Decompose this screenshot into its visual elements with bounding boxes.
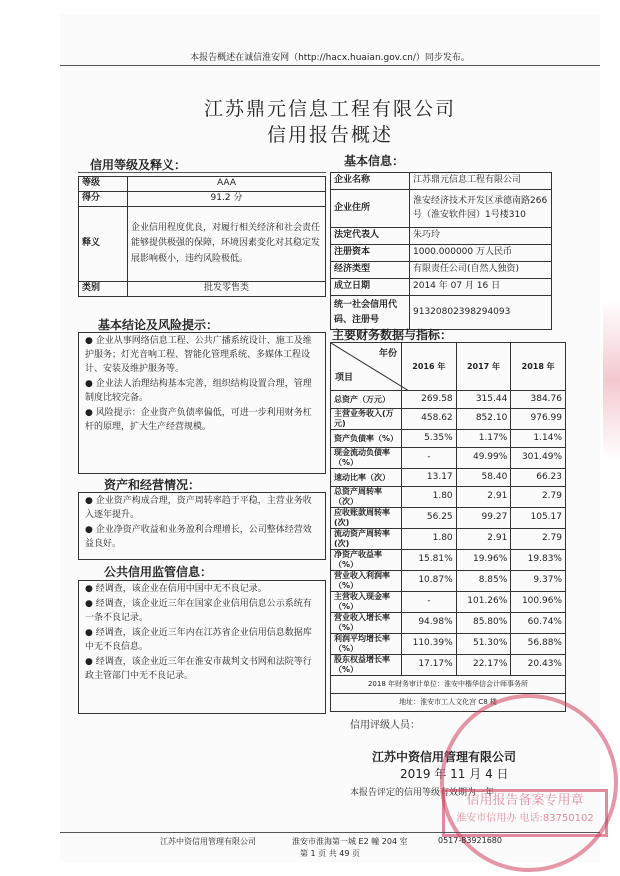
list-item: ● 风险提示：企业资产负债率偏低，可进一步利用财务杠杆的原理，扩大生产经营规模。 <box>85 407 312 432</box>
list-item: ● 经调查，该企业近三年内在江苏省企业信用信息数据库中无不良信息。 <box>85 627 312 652</box>
basic-value: 朱巧玲 <box>410 228 552 245</box>
footer-company: 江苏中资信用管理有限公司 <box>160 837 256 846</box>
list-item: ● 企业净资产收益和业务盈利合理增长，公司整体经营效益良好。 <box>85 524 312 549</box>
basic-label: 企业名称 <box>331 173 410 190</box>
header-rule <box>60 65 600 66</box>
report-page <box>60 14 600 862</box>
basic-label: 统一社会信用代码、注册号 <box>331 296 410 330</box>
list-item-text: 企业净资产收益和业务盈利合理增长，公司整体经营效益良好。 <box>85 524 312 549</box>
fin-value: 56.25 <box>402 508 457 529</box>
fin-value: 110.39% <box>402 634 457 655</box>
supervision-box <box>78 580 326 714</box>
list-item-text: 经调查，该企业在信用中国中无不良记录。 <box>95 584 267 594</box>
corner-item: 项目 <box>335 372 354 383</box>
basic-value: 江苏鼎元信息工程有限公司 <box>410 173 552 190</box>
fin-label: 总资产周转率（次） <box>331 487 402 508</box>
fin-value: 51.30% <box>456 634 511 655</box>
basic-label: 经济类型 <box>331 262 410 279</box>
assets-box <box>78 492 326 560</box>
rating-rule <box>78 172 326 173</box>
seal-circle <box>440 694 618 872</box>
company-title: 江苏鼎元信息工程有限公司 <box>203 98 456 120</box>
conclusion-box <box>78 332 326 474</box>
list-item: ● 企业从事网络信息工程、公共广播系统设计、施工及维护服务；灯光音响工程、智能化管理系统、多媒体工程设计、安装及维护服务等。 <box>85 336 312 374</box>
fin-value: 17.17% <box>402 655 457 676</box>
list-item-text: 经调查，该企业近三年在淮安市裁判文书网和法院等行政主管部门中无不良记录。 <box>85 656 312 681</box>
rating-label: 等级 <box>79 177 128 192</box>
fin-label: 营业收入利润率（%） <box>331 571 402 592</box>
fin-value: 384.76 <box>511 391 566 409</box>
fin-value: 49.99% <box>456 448 511 469</box>
fin-value: 458.62 <box>402 409 457 430</box>
fin-value: 58.40 <box>456 469 511 487</box>
fin-value: 2.79 <box>511 487 566 508</box>
year-header: 2016 年 <box>402 343 457 391</box>
fin-value: 1.80 <box>402 529 457 550</box>
list-item-text: 风险提示：企业资产负债率偏低，可进一步利用财务杠杆的原理，扩大生产经营规模。 <box>85 407 312 432</box>
finance-corner <box>331 343 402 391</box>
fin-value: 99.27 <box>456 508 511 529</box>
seal-record <box>442 789 608 837</box>
list-item: ● 企业资产构成合理，资产周转率趋于平稳，主营业务收入逐年提升。 <box>85 496 312 520</box>
list-item-text: 企业资产构成合理，资产周转率趋于平稳，主营业务收入逐年提升。 <box>85 496 312 520</box>
fin-value: 56.88% <box>511 634 566 655</box>
supervision-heading: 公共信用监管信息： <box>104 565 213 579</box>
fin-value: 2.79 <box>511 529 566 550</box>
year-header: 2017 年 <box>456 343 511 391</box>
basic-label: 企业住所 <box>331 190 410 228</box>
definition-label: 释义 <box>79 207 128 282</box>
definition-value: 企业信用程度优良，对履行相关经济和社会责任能够提供极强的保障，环境因素变化对其稳定发展影响极小，违约风险极低。 <box>128 207 326 282</box>
assets-heading: 资产和经营情况： <box>104 478 201 492</box>
address-note: 地址：淮安市工人文化宫 C8 楼 <box>331 694 566 712</box>
score-value: 91.2 分 <box>128 192 326 207</box>
fin-value: 19.96% <box>456 550 511 571</box>
fin-value: 60.74% <box>511 613 566 634</box>
fin-value: 976.99 <box>511 409 566 430</box>
fin-value: 85.80% <box>456 613 511 634</box>
basic-value: 2014 年 07 月 16 日 <box>410 279 552 296</box>
basic-value: 1000.000000 万人民币 <box>410 245 552 262</box>
fin-value: - <box>402 448 457 469</box>
report-title: 信用报告概述 <box>266 124 393 146</box>
fin-value: 9.37% <box>511 571 566 592</box>
fin-value: 301.49% <box>511 448 566 469</box>
edge-seal-fragment <box>603 300 620 460</box>
fin-value: 19.83% <box>511 550 566 571</box>
score-label: 得分 <box>79 192 128 207</box>
basic-value: 有限责任公司(自然人独资) <box>410 262 552 279</box>
validity-note: 本报告评定的信用等级有效期为一年 <box>350 788 495 798</box>
list-item-text: 经调查，该企业近三年内在江苏省企业信用信息数据库中无不良信息。 <box>85 627 312 652</box>
fin-label: 主营业务收入(万元) <box>331 409 402 430</box>
fin-value: 1.14% <box>511 430 566 448</box>
audit-note: 2018 年财务审计单位：淮安中楷华信会计师事务所 <box>331 676 566 694</box>
fin-label: 营业收入增长率（%） <box>331 613 402 634</box>
fin-value: 15.81% <box>402 550 457 571</box>
fin-value: 10.87% <box>402 571 457 592</box>
list-item: ● 经调查，该企业近三年在国家企业信用信息公示系统有一条不良记录。 <box>85 598 312 623</box>
rating-table <box>78 176 326 297</box>
fin-value: 8.85% <box>456 571 511 592</box>
finance-heading: 主要财务数据与指标： <box>332 328 453 342</box>
analyst-label: 信用评级人员： <box>350 720 420 731</box>
issue-date: 2019 年 11 月 4 日 <box>400 767 509 781</box>
year-header: 2018 年 <box>511 343 566 391</box>
basic-label: 注册资本 <box>331 245 410 262</box>
fin-label: 总资产（万元） <box>331 391 402 409</box>
fin-value: 13.17 <box>402 469 457 487</box>
footer-rule <box>60 832 600 833</box>
fin-value: 66.23 <box>511 469 566 487</box>
category-value: 批发零售类 <box>128 282 326 297</box>
fin-label: 流动资产周转率(次) <box>331 529 402 550</box>
fin-label: 现金流动负债率（%） <box>331 448 402 469</box>
list-item-text: 经调查，该企业近三年在国家企业信用信息公示系统有一条不良记录。 <box>85 598 312 623</box>
corner-year: 年份 <box>378 349 397 359</box>
finance-table <box>330 342 566 712</box>
basic-label: 成立日期 <box>331 279 410 296</box>
fin-label: 股东权益增长率（%） <box>331 655 402 676</box>
fin-value: 315.44 <box>456 391 511 409</box>
rating-heading: 信用等级及释义： <box>90 158 187 172</box>
list-item: ● 经调查，该企业在信用中国中无不良记录。 <box>85 584 267 594</box>
publish-notice: 本报告概述在诚信淮安网（http://hacx.huaian.gov.cn/）同步发布。 <box>190 53 470 63</box>
fin-label: 速动比率（次） <box>331 469 402 487</box>
fin-value: 852.10 <box>456 409 511 430</box>
fin-value: 5.35% <box>402 430 457 448</box>
fin-value: 1.80 <box>402 487 457 508</box>
fin-value: 101.26% <box>456 592 511 613</box>
fin-value: 94.98% <box>402 613 457 634</box>
seal-subtext: 淮安市信用办 电话:83750102 <box>456 813 594 824</box>
fin-value: 100.96% <box>511 592 566 613</box>
rating-value: AAA <box>128 177 326 192</box>
fin-value: - <box>402 592 457 613</box>
basic-label: 法定代表人 <box>331 228 410 245</box>
issuer-name: 江苏中资信用管理有限公司 <box>372 750 517 764</box>
fin-value: 2.91 <box>456 487 511 508</box>
seal-text: 信用报告备案专用章 <box>466 793 584 808</box>
list-item-text: 企业法人治理结构基本完善，组织结构设置合理，管理制度比较完备。 <box>85 378 312 403</box>
fin-value: 105.17 <box>511 508 566 529</box>
fin-label: 主营收入现金率（%） <box>331 592 402 613</box>
fin-label: 利润平均增长率（%） <box>331 634 402 655</box>
list-item-text: 企业从事网络信息工程、公共广播系统设计、施工及维护服务；灯光音响工程、智能化管理系统、多媒体工程设计、安装及维护服务等。 <box>85 336 312 374</box>
conclusion-heading: 基本结论及风险提示： <box>98 318 219 332</box>
basic-value: 淮安经济技术开发区承德南路266号（淮安软件园）1号楼310 <box>410 190 552 228</box>
list-item: ● 企业法人治理结构基本完善，组织结构设置合理，管理制度比较完备。 <box>85 378 312 403</box>
footer-phone: 0517-83921680 <box>438 836 502 845</box>
fin-label: 资产负债率（%） <box>331 430 402 448</box>
fin-value: 20.43% <box>511 655 566 676</box>
fin-value: 269.58 <box>402 391 457 409</box>
fin-label: 净资产收益率（%） <box>331 550 402 571</box>
fin-value: 2.91 <box>456 529 511 550</box>
fin-label: 应收账款周转率(次) <box>331 508 402 529</box>
fin-value: 22.17% <box>456 655 511 676</box>
basic-heading: 基本信息： <box>344 154 405 168</box>
fin-value: 1.17% <box>456 430 511 448</box>
basic-value: 91320802398294093 <box>410 296 552 330</box>
list-item: ● 经调查，该企业近三年在淮安市裁判文书网和法院等行政主管部门中无不良记录。 <box>85 656 312 681</box>
basic-table <box>330 172 552 330</box>
footer-address: 淮安市淮海第一城 E2 幢 204 室 <box>292 837 408 846</box>
page-number: 第 1 页 共 49 页 <box>300 849 360 858</box>
category-label: 类别 <box>79 282 128 297</box>
